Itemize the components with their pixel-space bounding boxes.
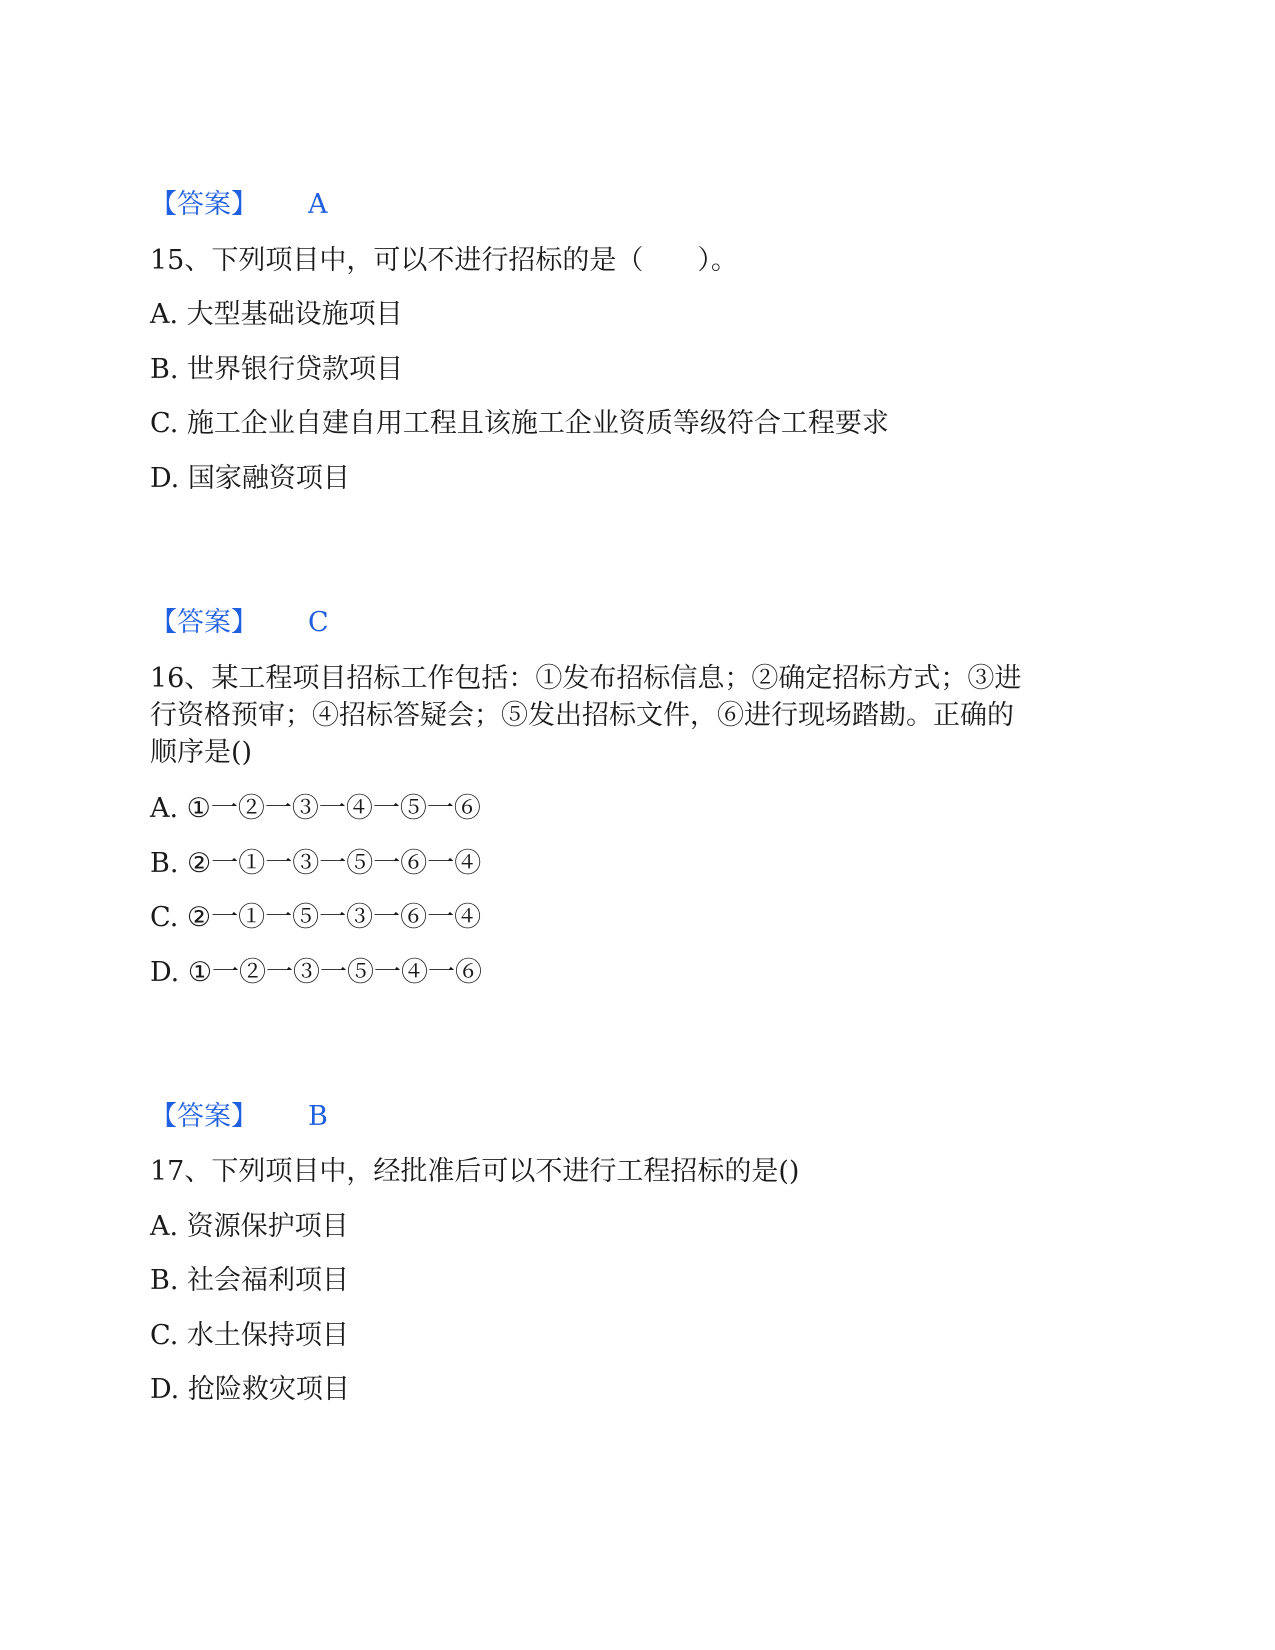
answer-block-2 [150,604,329,642]
answer-value: B [308,1101,328,1132]
answer-block-1 [150,186,328,224]
q17-option-b: B. 社会福利项目 [150,1265,350,1296]
question-16-stem-line-2: 行资格预审；④招标答疑会；⑤发出招标文件，⑥进行现场踏勘。正确的 [150,700,1014,731]
q16-option-b: B. ②一①一③一⑤一⑥一④ [150,848,482,879]
question-17-stem: 17、下列项目中，经批准后可以不进行工程招标的是() [150,1156,800,1187]
q17-option-c: C. 水土保持项目 [150,1320,349,1351]
answer-block-3 [150,1098,328,1136]
answer-value: C [308,607,329,638]
answer-label: 【答案】 [150,189,258,220]
q16-option-a: A. ①一②一③一④一⑤一⑥ [150,793,481,824]
answer-label: 【答案】 [150,607,258,638]
q15-option-d: D. 国家融资项目 [150,463,350,494]
q15-option-b: B. 世界银行贷款项目 [150,354,404,385]
q15-option-c: C. 施工企业自建自用工程且该施工企业资质等级符合工程要求 [150,408,889,439]
answer-value: A [308,189,328,220]
q17-option-a: A. 资源保护项目 [150,1211,349,1242]
q16-option-d: D. ①一②一③一⑤一④一⑥ [150,957,483,988]
question-16-stem-line-3: 顺序是() [150,737,253,768]
answer-label: 【答案】 [150,1101,258,1132]
q17-option-d: D. 抢险救灾项目 [150,1374,350,1405]
question-15-stem: 15、下列项目中，可以不进行招标的是（ ）。 [150,245,738,276]
question-16-stem-line-1: 16、某工程项目招标工作包括：①发布招标信息；②确定招标方式；③进 [150,663,1022,694]
q15-option-a: A. 大型基础设施项目 [150,299,403,330]
q16-option-c: C. ②一①一⑤一③一⑥一④ [150,902,482,933]
